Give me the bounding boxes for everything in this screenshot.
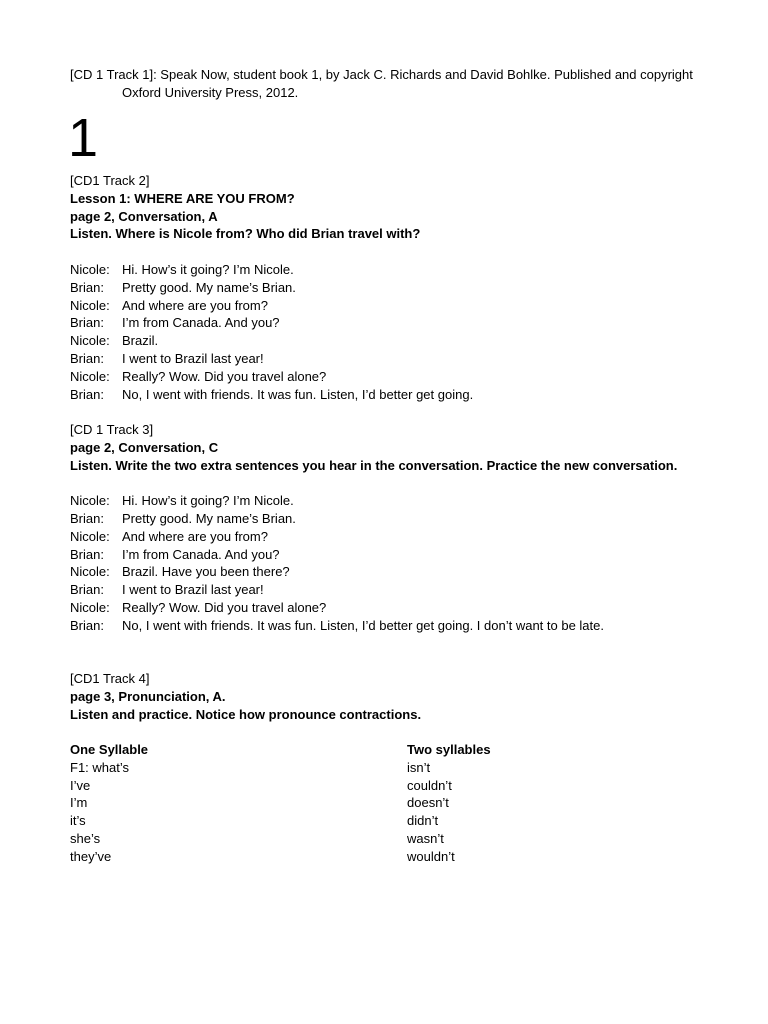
track-label: [CD1 Track 4] [70, 671, 150, 686]
word: it’s [70, 813, 86, 829]
word: I’m [70, 795, 88, 811]
dialog-line [70, 510, 700, 528]
dialog-line [70, 386, 700, 404]
dialog-line [70, 279, 700, 297]
page-reference: page 3, Pronunciation, A. [70, 688, 226, 704]
word: couldn’t [407, 777, 452, 793]
word: I’ve [70, 777, 91, 793]
column-header: One Syllable [70, 742, 149, 757]
contractions-table [70, 741, 700, 866]
utterance: And where are you from? [122, 528, 268, 544]
speaker: Brian: [70, 386, 104, 402]
dialog-line [70, 528, 700, 546]
word: doesn’t [407, 795, 449, 811]
track-label: [CD1 Track 2] [70, 173, 150, 188]
utterance: I’m from Canada. And you? [122, 315, 280, 331]
page-reference: page 2, Conversation, C [70, 439, 219, 455]
word: she’s [70, 830, 101, 846]
utterance: Pretty good. My name’s Brian. [122, 510, 296, 526]
instruction: Listen. Write the two extra sentences you hear in the conversation. Practice the new conversation. [70, 457, 678, 473]
track-label: [CD 1 Track 3] [70, 422, 154, 437]
utterance: Brazil. [122, 333, 159, 349]
page-reference: page 2, Conversation, A [70, 208, 218, 224]
speaker: Nicole: [70, 261, 110, 277]
utterance: I went to Brazil last year! [122, 350, 264, 366]
dialog-line [70, 261, 700, 279]
utterance: No, I went with friends. It was fun. Listen, I’d better get going. [122, 386, 474, 402]
dialog-line [70, 546, 700, 564]
dialog-line [70, 332, 700, 350]
speaker: Brian: [70, 279, 104, 295]
word: they’ve [70, 848, 112, 864]
utterance: Really? Wow. Did you travel alone? [122, 599, 327, 615]
speaker: Nicole: [70, 599, 110, 615]
dialog-line [70, 314, 700, 332]
instruction: Listen and practice. Notice how pronounce contractions. [70, 706, 422, 722]
speaker: Brian: [70, 582, 104, 598]
track-2-section [70, 172, 700, 403]
dialog-line [70, 297, 700, 315]
speaker: Brian: [70, 617, 104, 633]
utterance: Really? Wow. Did you travel alone? [122, 368, 327, 384]
word: isn’t [407, 759, 431, 775]
header-line-1: [CD 1 Track 1]: Speak Now, student book 1, by Jack C. Richards and David Bohlke. Published and copyright [70, 67, 693, 82]
speaker: Brian: [70, 315, 104, 331]
utterance: And where are you from? [122, 297, 268, 313]
dialog-line [70, 563, 700, 581]
dialog-line [70, 492, 700, 510]
utterance: I’m from Canada. And you? [122, 546, 280, 562]
speaker: Nicole: [70, 333, 110, 349]
word: didn’t [407, 813, 439, 829]
unit-number: 1 [68, 108, 99, 168]
two-syllables-column [407, 741, 607, 866]
dialog-line [70, 368, 700, 386]
word: wasn’t [407, 830, 444, 846]
utterance: No, I went with friends. It was fun. Listen, I’d better get going. I don’t want to be late. [122, 617, 604, 633]
dialog-line [70, 350, 700, 368]
track-3-section [70, 421, 700, 635]
track-4-section [70, 670, 700, 723]
dialog [70, 492, 700, 634]
dialog [70, 261, 700, 403]
utterance: Hi. How’s it going? I’m Nicole. [122, 493, 294, 509]
word: wouldn’t [407, 848, 455, 864]
column-header: Two syllables [407, 742, 491, 757]
header-line-2: Oxford University Press, 2012. [122, 85, 299, 100]
utterance: I went to Brazil last year! [122, 582, 264, 598]
lesson-title: Lesson 1: WHERE ARE YOU FROM? [70, 190, 295, 206]
speaker: Brian: [70, 510, 104, 526]
dialog-line [70, 617, 700, 635]
speaker: Nicole: [70, 528, 110, 544]
document-header [70, 66, 710, 102]
speaker: Nicole: [70, 564, 110, 580]
one-syllable-column [70, 741, 407, 866]
utterance: Hi. How’s it going? I’m Nicole. [122, 261, 294, 277]
utterance: Pretty good. My name’s Brian. [122, 279, 296, 295]
utterance: Brazil. Have you been there? [122, 564, 290, 580]
word: F1: what’s [70, 759, 130, 775]
speaker: Nicole: [70, 297, 110, 313]
speaker: Brian: [70, 350, 104, 366]
speaker: Nicole: [70, 368, 110, 384]
speaker: Brian: [70, 546, 104, 562]
dialog-line [70, 599, 700, 617]
speaker: Nicole: [70, 493, 110, 509]
instruction: Listen. Where is Nicole from? Who did Brian travel with? [70, 226, 421, 242]
dialog-line [70, 581, 700, 599]
